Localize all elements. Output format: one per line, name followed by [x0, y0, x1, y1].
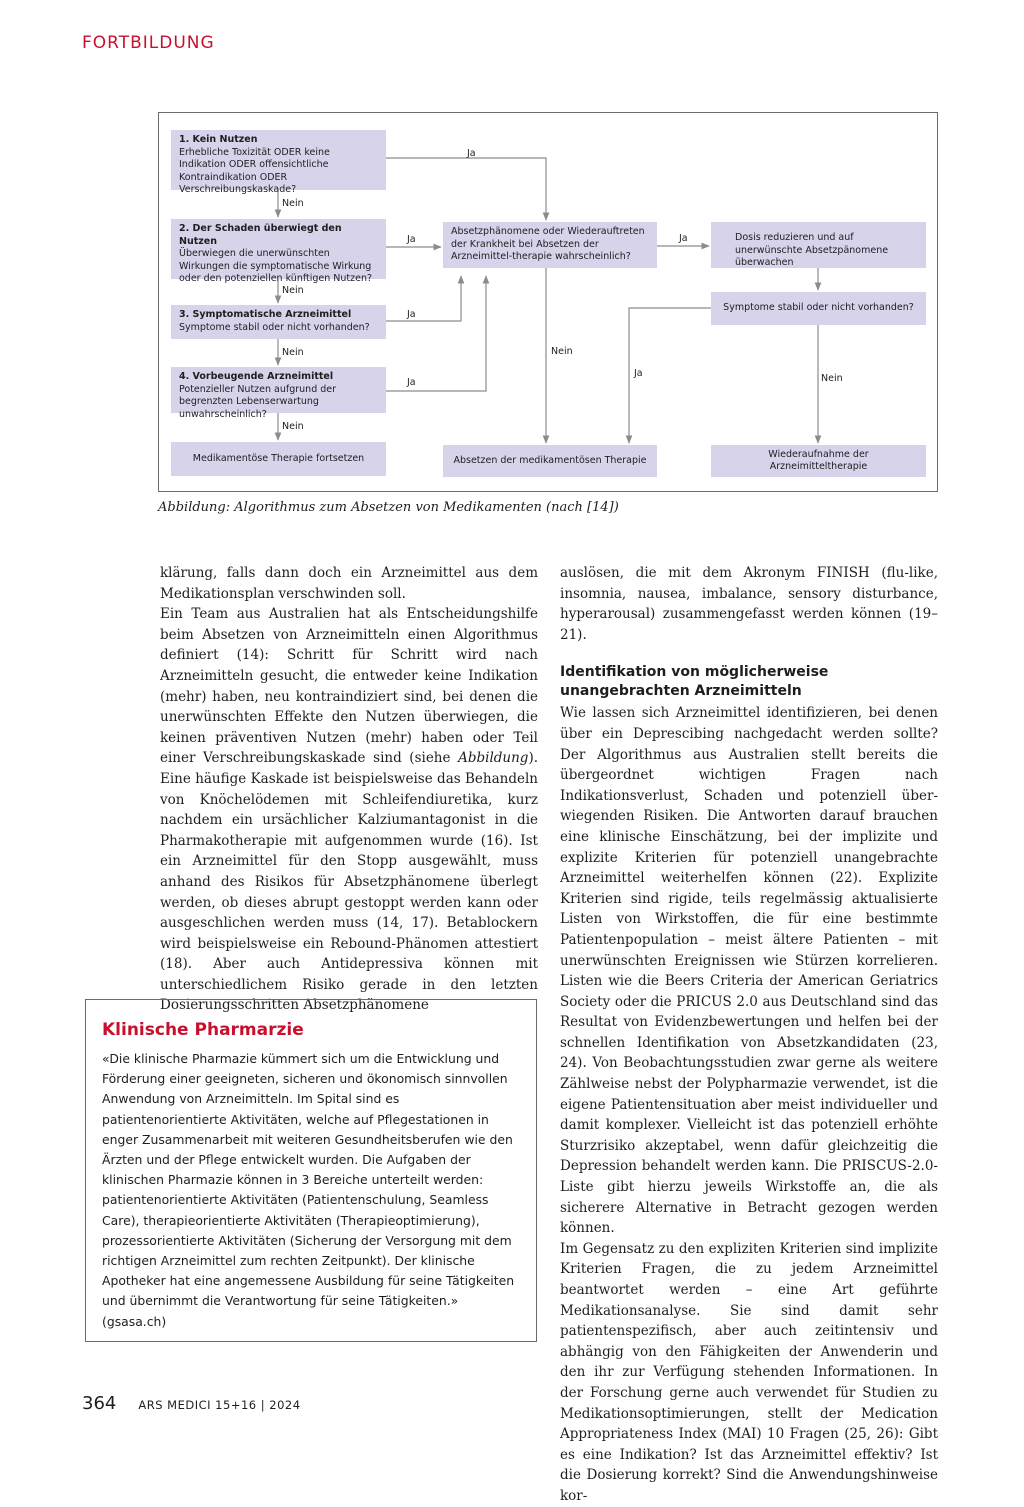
- resume-text: Wiederaufnahme der Arzneimitteltherapie: [768, 448, 869, 472]
- label-yes-4: Ja: [407, 377, 416, 388]
- flowchart-q2-box: [171, 219, 386, 284]
- stable-text: Symptome stabil oder nicht vorhanden?: [723, 302, 914, 314]
- figure-caption: Abbildung: Algorithmus zum Absetzen von Medikamenten (nach [14]): [158, 500, 619, 515]
- left-paragraph-1: klärung, falls dann doch ein Arzneimittel aus dem Medikationsplan verschwinden soll.: [160, 565, 538, 602]
- page-number: 364: [82, 1393, 117, 1414]
- label-yes-3: Ja: [407, 309, 416, 320]
- q4-body: Potenzieller Nutzen aufgrund der begrenzten Lebenserwartung unwahrscheinlich?: [179, 383, 337, 420]
- section-label: FORTBILDUNG: [82, 33, 215, 53]
- label-no-6: Nein: [821, 373, 843, 384]
- label-yes-1: Ja: [467, 148, 476, 159]
- figure-reference: Abbildung: [458, 750, 529, 767]
- flowchart-stop-box: [443, 445, 657, 477]
- q1-title: 1. Kein Nutzen: [179, 134, 258, 145]
- deprescribing-flowchart: [158, 112, 938, 492]
- q1-body: Erhebliche Toxizität ODER keine Indikation ODER offensichtliche Kontraindikation ODER Verschreibungskaskade?: [179, 146, 330, 195]
- flowchart-reduce-box: [711, 222, 926, 268]
- label-no-1: Nein: [282, 198, 304, 209]
- label-no-3: Nein: [282, 347, 304, 358]
- label-yes-5: Ja: [679, 233, 688, 244]
- q2-body: Überwiegen die unerwünschten Wirkungen die symptomatische Wirkung oder den potenziellen künftigen Nutzen?: [179, 248, 373, 284]
- label-no-5: Nein: [551, 346, 573, 357]
- label-yes-2: Ja: [407, 234, 416, 245]
- arrow-q3-withdrawal: [386, 276, 461, 321]
- page-footer: [82, 1393, 301, 1414]
- flowchart-q3-box: [171, 305, 386, 339]
- left-paragraph-2: [160, 604, 538, 1016]
- flowchart-q4-box: [171, 367, 386, 420]
- right-paragraph-2: Wie lassen sich Arzneimittel identifizieren, bei denen über ein Deprescibing nachgedacht werden sollte? Der Algorithmus aus Australien stellt bereits die übergeordnet wichtigen Fragen nach Indikationsverlust, Schaden und potenziell überwiegenden Risiken. Die Antworten darauf brauchen eine klinische Einschätzung, bei der implizite und explizite Kriterien für potenziell unangebrachte Arzneimittel weiterhelfen können (22). Explizite Kriterien sind rigide, teils regelmässig aktualisierte Listen von Wirkstoffen, die für eine bestimmte Patientenpopulation – meist ältere Patienten – mit unerwünschten Ereignissen wie Stürzen korrelieren. Listen wie die Beers Criteria der American Geriatrics Society oder die PRICUS 2.0 aus Deutschland sind das Resultat von Evidenzbewertungen und helfen bei der schnellen Identifikation von Absetzkandidaten (23, 24). Von Beobachtungsstudien zwar gerne als weitere Zählweise nebst der Polypharmazie verwendet, ist die eigene Patientensituation aber meist individueller und damit komplexer. Vielleicht ist das potenziell erhöhte Sturzrisiko akzeptabel, wenn dafür gleichzeitig die Depression behandelt werden kann. Die PRISCUS-2.0-Liste gibt hierzu jeweils Wirkstoffe an, die als sicherere Alternative in Betracht gezogen werden können.: [560, 705, 938, 1237]
- arrow-q4-withdrawal: [386, 276, 486, 391]
- sidebar-title: Klinische Pharmarzie: [102, 1020, 304, 1040]
- flowchart-withdrawal-box: [443, 222, 657, 268]
- section-heading: Identifikation von möglicherweise unangebrachten Arzneimitteln: [560, 664, 829, 700]
- left-column: [160, 563, 538, 1016]
- journal-info: ARS MEDICI 15+16 | 2024: [138, 1398, 301, 1412]
- stop-text: Absetzen der medikamentösen Therapie: [453, 454, 647, 466]
- arrow-q1-withdrawal: [386, 158, 546, 220]
- right-paragraph-1: auslösen, die mit dem Akronym FINISH (flu-like, insomnia, nausea, imbalance, sensory disturbance, hyperarousal) zusammengefasst werden können (19–21).: [560, 565, 938, 643]
- left-paragraph-2-end: ). Eine häufige Kaskade ist beispielsweise das Behandeln von Knöchelödemen mit Schleifendiuretika, kurz nachdem ein ursächlicher Kalziumantagonist in die Pharmakotherapie mit aufgenommen wurde (16). Ist ein Arzneimittel für den Stopp ausgewählt, muss anhand des Risikos für Absetzphänomene überlegt werden, ob dieses abrupt gestoppt werden kann oder ausgeschlichen werden muss (14, 17). Betablockern wird beispielsweise ein Rebound-Phänomen attestiert (18). Aber auch Antidepressiva können mit unterschiedlichem Risiko gerade in den letzten Dosierungsschritten Absetzphänomene: [160, 750, 538, 1014]
- right-paragraph-3: Im Gegensatz zu den expliziten Kriterien sind implizite Kriterien Fragen, die zu jedem Arzneimittel beantwortet werden – eine Art geführte Medikationsanalyse. Sie sind damit sehr patientenspezifisch, aber auch zeitintensiv und abhängig von den Fähigkeiten der Anwenderin und den ihr zur Verfügung stehenden Informationen. In der Forschung gerne auch verwendet für Studien zu Medikationsoptimierungen, stellt der Medication Appropriateness Index (MAI) 10 Fragen (25, 26): Gibt es eine Indikation? Ist das Arzneimittel effektiv? Ist die Dosierung korrekt? Sind die Anwendungshinweise kor-: [560, 1240, 938, 1504]
- label-yes-6: Ja: [634, 368, 643, 379]
- q3-body: Symptome stabil oder nicht vorhanden?: [179, 321, 370, 333]
- label-no-2: Nein: [282, 285, 304, 296]
- right-column: [560, 563, 938, 1507]
- flowchart-q1-box: [171, 130, 386, 195]
- flowchart-resume-box: [711, 445, 926, 477]
- label-no-4: Nein: [282, 421, 304, 432]
- continue-text: Medikamentöse Therapie fortsetzen: [192, 452, 365, 464]
- clinical-pharmacy-box: [85, 999, 537, 1342]
- flowchart-continue-box: [171, 442, 386, 476]
- q3-title: 3. Symptomatische Arzneimittel: [179, 309, 352, 320]
- q4-title: 4. Vorbeugende Arzneimittel: [179, 371, 334, 382]
- sidebar-text: «Die klinische Pharmazie kümmert sich um die Entwicklung und Förderung einer geeigneten, sicheren und ökonomisch sinnvollen Anwendung von Arzneimitteln. Im Spital sind es patientenorientierte Aktivitäten, welche auf Pflegestationen in enger Zusammenarbeit mit weiteren Gesundheitsberufen wie den Ärzten und der Pflege entwickelt wurden. Die Aufgaben der klinischen Pharmazie können in 3 Bereiche unterteilt werden: patientenorientierte Aktivitäten (Patientenschulung, Seamless Care), therapieorientierte Aktivitäten (Therapieoptimierung), prozessorientierte Aktivitäten (Sicherung der Versorgung mit dem richtigen Arzneimittel zum rechten Zeitpunkt). Der klinische Apotheker hat eine angemessene Ausbildung für seine Tätigkeiten und übernimmt die Verantwortung für seine Tätigkeiten.» (gsasa.ch): [102, 1051, 515, 1329]
- q2-title: 2. Der Schaden überwiegt den Nutzen: [179, 223, 342, 247]
- flowchart-stable-box: [711, 292, 926, 325]
- left-paragraph-2-start: Ein Team aus Australien hat als Entscheidungshilfe beim Absetzen von Arzneimitteln einen Algorithmus definiert (14): Schritt für Schritt wird nach Arzneimitteln gesucht, die entweder keine Indikation (mehr) haben, neu kontraindiziert sind, bei denen die unerwünschten Effekte den Nutzen überwiegen, die keinen präventiven Nutzen (mehr) haben oder Teil einer Verschreibungskaskade sind (siehe: [160, 606, 538, 767]
- withdrawal-text: Absetzphänomene oder Wiederauftreten der Krankheit bei Absetzen der Arzneimittel-therapie wahrscheinlich?: [451, 226, 645, 262]
- reduce-text: Dosis reduzieren und auf unerwünschte Absetzpänomene überwachen: [735, 232, 889, 268]
